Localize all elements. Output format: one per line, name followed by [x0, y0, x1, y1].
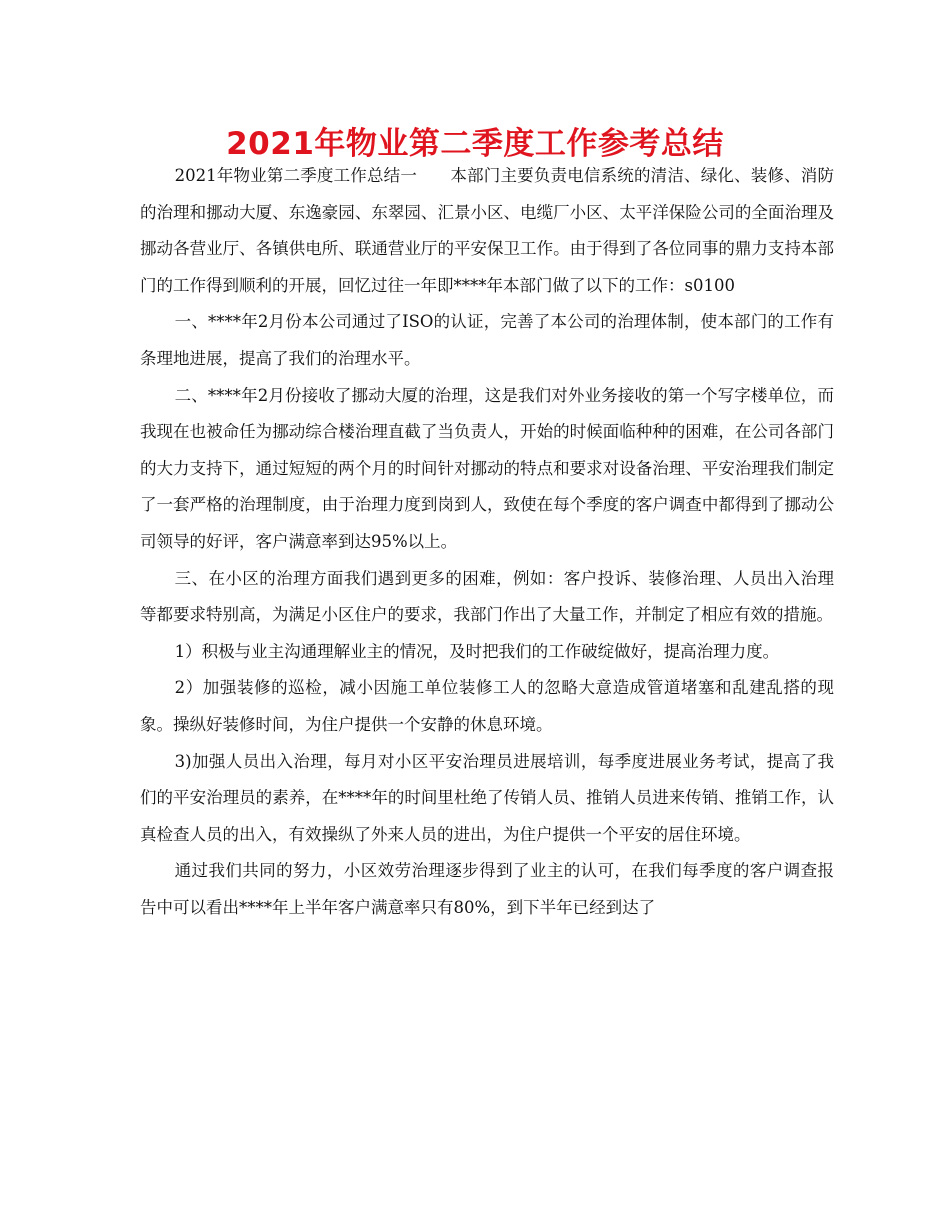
paragraph-measure-3: 3)加强人员出入治理，每月对小区平安治理员进展培训，每季度进展业务考试，提高了我们的平安治理员的素养，在****年的时间里杜绝了传销人员、推销人员进来传销、推销工作，认真检查人员的出入，有效操纵了外来人员的进出，为住户提供一个平安的居住环境。: [140, 751, 834, 844]
paragraph-item-1: 一、****年2月份本公司通过了ISO的认证，完善了本公司的治理体制，使本部门的工作有条理地进展，提高了我们的治理水平。: [140, 312, 834, 368]
paragraph-measure-2: 2）加强装修的巡检，减小因施工单位装修工人的忽略大意造成管道堵塞和乱建乱搭的现象。操纵好装修时间，为住户提供一个安静的休息环境。: [140, 678, 834, 734]
paragraph-conclusion: 通过我们共同的努力，小区效劳治理逐步得到了业主的认可，在我们每季度的客户调查报告中可以看出****年上半年客户满意率只有80%，到下半年已经到达了: [140, 861, 834, 917]
document-title: 2021年物业第二季度工作参考总结: [226, 126, 724, 162]
paragraph-measure-1: 1）积极与业主沟通理解业主的情况，及时把我们的工作破绽做好，提高治理力度。: [174, 641, 780, 661]
paragraph-item-2: 二、****年2月份接收了挪动大厦的治理，这是我们对外业务接收的第一个写字楼单位，而我现在也被命任为挪动综合楼治理直截了当负责人，开始的时候面临种种的困难，在公司各部门的大力支持下，通过短短的两个月的时间针对挪动的特点和要求对设备治理、平安治理我们制定了一套严格的治理制度，由于治理力度到岗到人，致使在每个季度的客户调查中都得到了挪动公司领导的好评，客户满意率到达95%以上。: [140, 385, 834, 551]
document-body: [140, 158, 834, 926]
paragraph-item-3: 三、在小区的治理方面我们遇到更多的困难，例如：客户投诉、装修治理、人员出入治理等都要求特别高，为满足小区住户的要求，我部门作出了大量工作，并制定了相应有效的措施。: [140, 568, 834, 625]
paragraph-intro: 2021年物业第二季度工作总结一 本部门主要负责电信系统的清洁、绿化、装修、消防的治理和挪动大厦、东逸豪园、东翠园、汇景小区、电缆厂小区、太平洋保险公司的全面治理及挪动各营业厅、各镇供电所、联通营业厅的平安保卫工作。由于得到了各位同事的鼎力支持本部门的工作得到顺利的开展，回忆过往一年即****年本部门做了以下的工作：s0100: [140, 166, 834, 295]
